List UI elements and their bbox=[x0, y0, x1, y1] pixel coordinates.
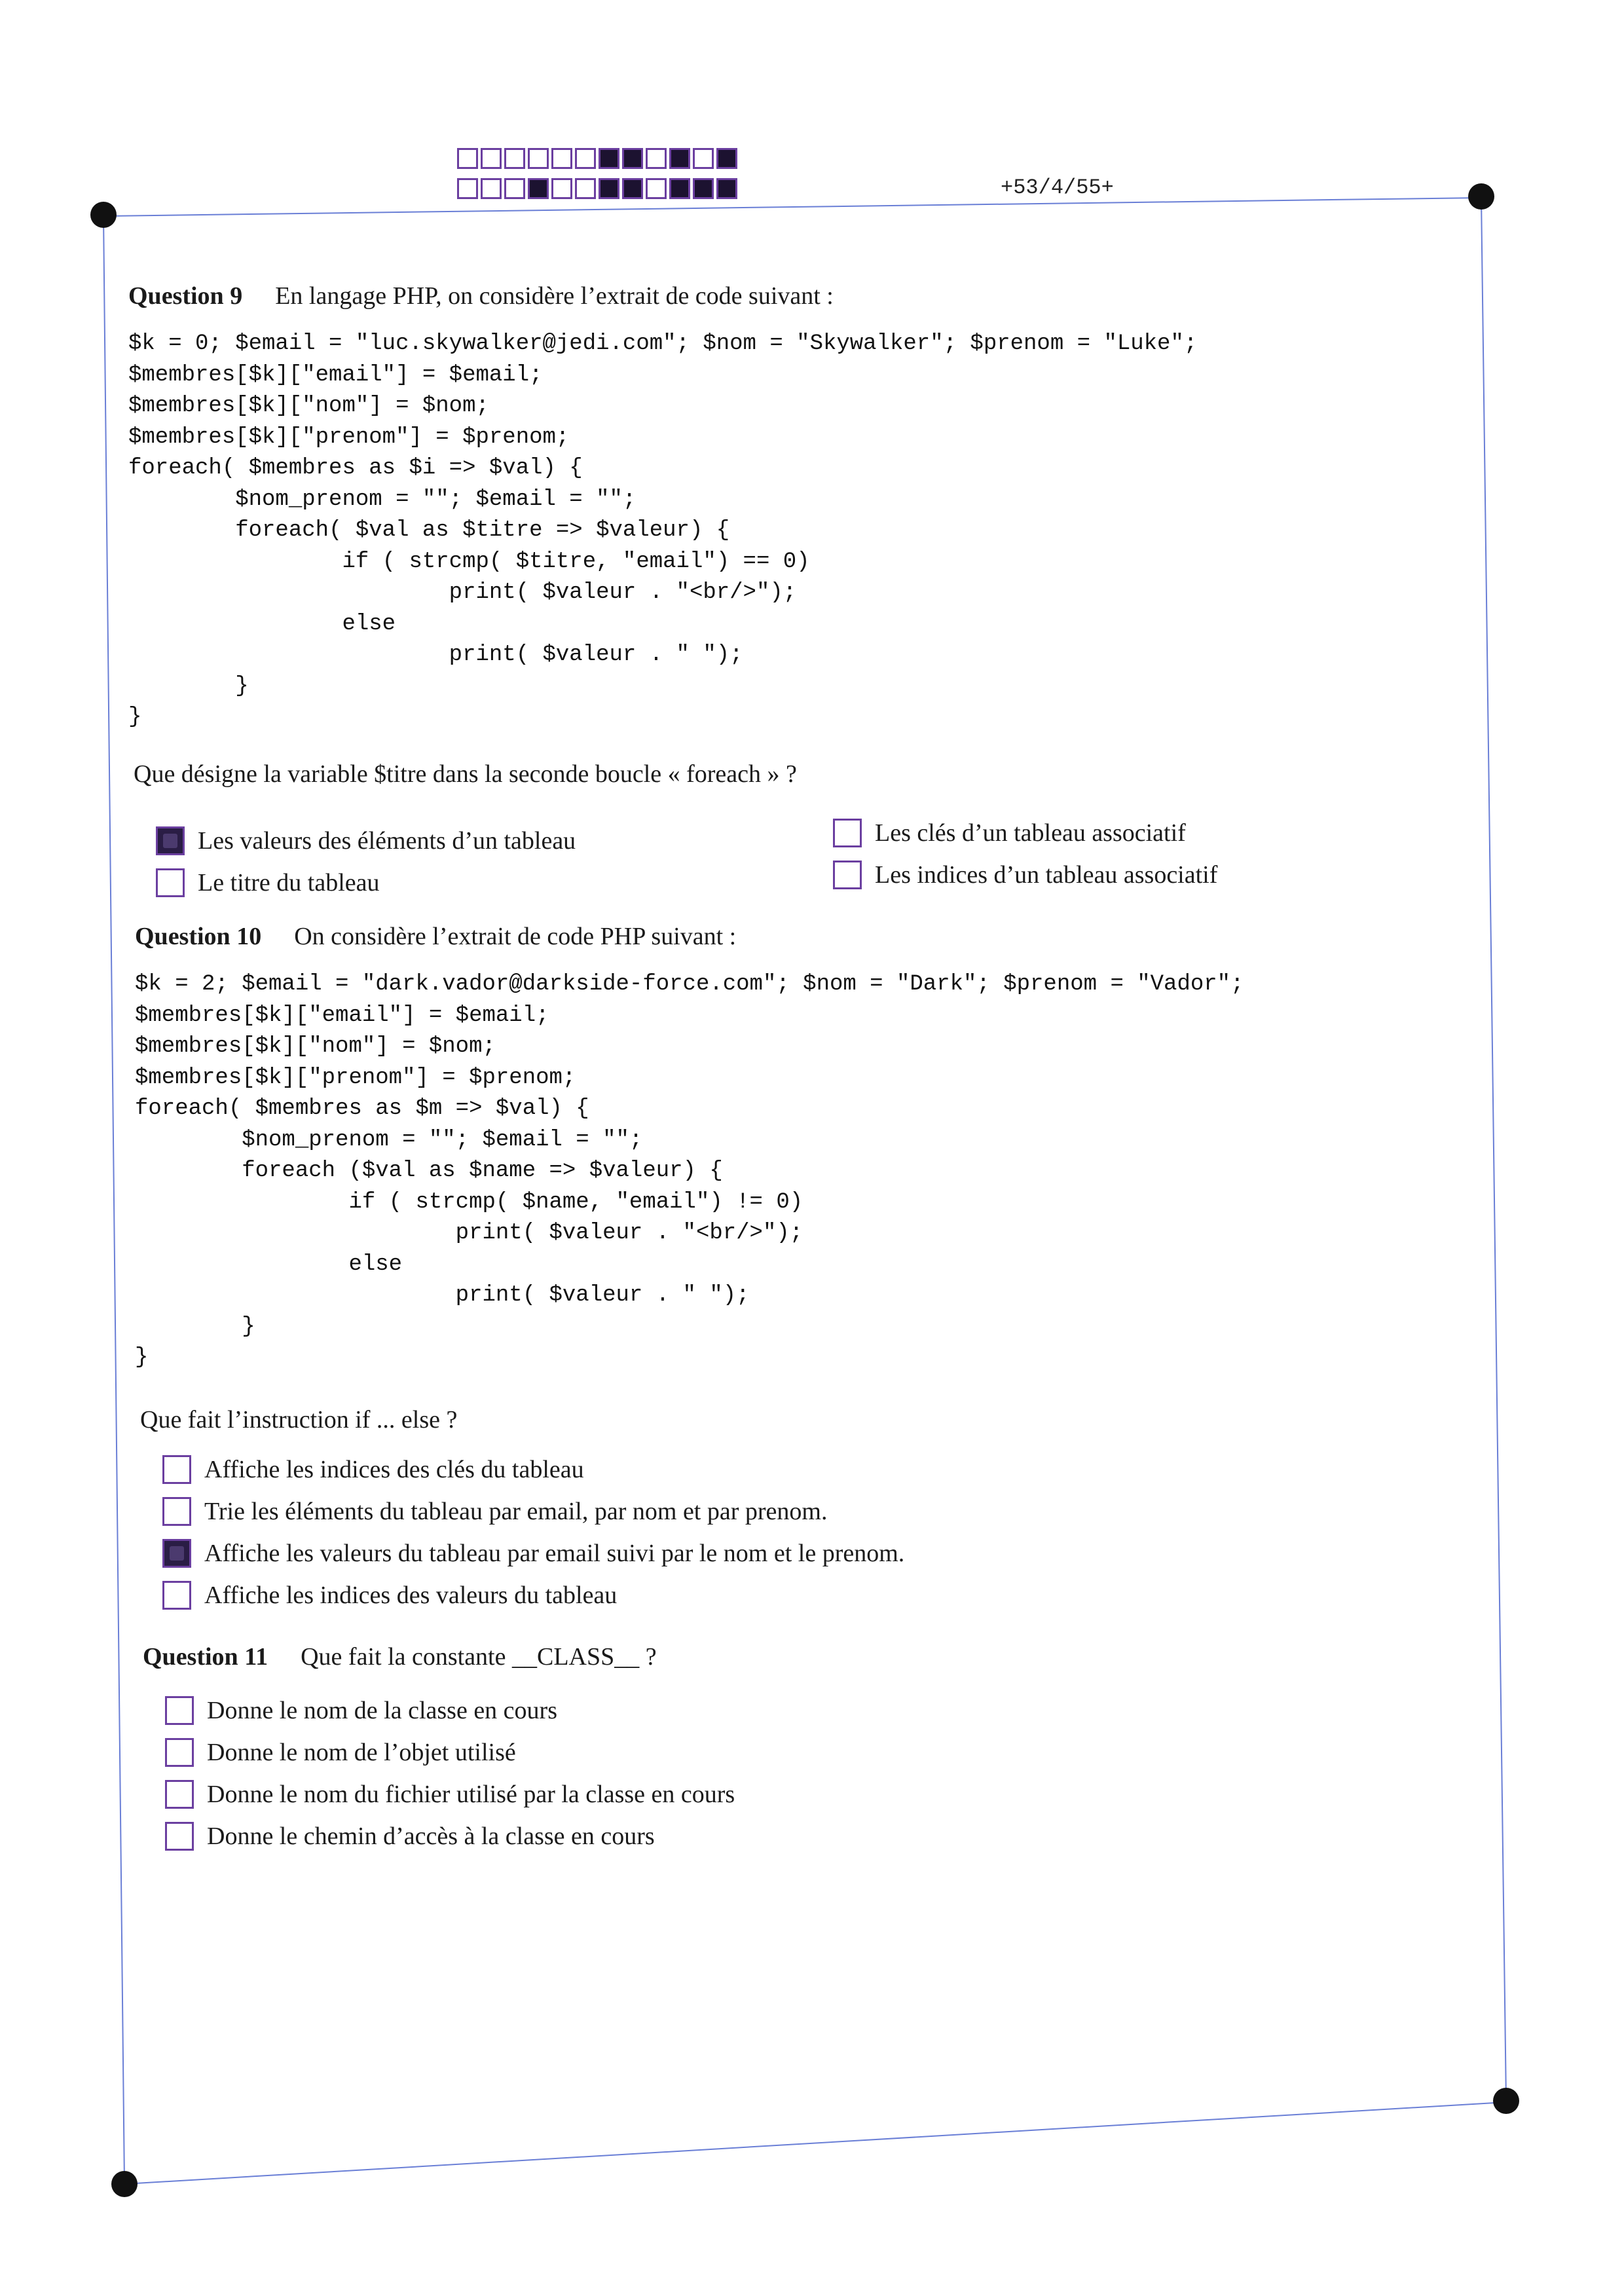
answer-option[interactable] bbox=[833, 861, 1217, 889]
answer-option[interactable] bbox=[165, 1696, 557, 1725]
code-block-q9: $k = 0; $email = "luc.skywalker@jedi.com"; $nom = "Skywalker"; $prenom = "Luke"; $membres[$k]["email"] = $email; $membres[$k]["nom"] = $nom; $membres[$k]["prenom"] = $prenom; foreach( $membres as $i => $val) { $nom_prenom = ""; $email = ""; foreach( $val as $titre => $valeur) { if ( strcmp( $titre, "email") == 0) print( $valeur . "<br/>"); else print( $valeur . " "); } } bbox=[128, 331, 1198, 730]
answer-label: Affiche les indices des valeurs du tableau bbox=[204, 1582, 618, 1609]
binary-code-bar-top bbox=[457, 148, 737, 169]
question-number: Question 9 bbox=[128, 282, 243, 310]
code-cell bbox=[693, 148, 714, 169]
code-cell bbox=[528, 178, 549, 199]
code-cell bbox=[551, 178, 572, 199]
answer-option[interactable] bbox=[165, 1822, 655, 1851]
code-cell bbox=[622, 178, 643, 199]
question-11-header bbox=[143, 1642, 657, 1671]
code-cell bbox=[504, 178, 525, 199]
corner-marker-bottom-right bbox=[1493, 2088, 1519, 2114]
code-cell bbox=[669, 178, 690, 199]
answer-label: Donne le nom de l’objet utilisé bbox=[207, 1739, 516, 1766]
answer-label: Donne le chemin d’accès à la classe en cours bbox=[207, 1823, 655, 1850]
checkbox[interactable] bbox=[165, 1822, 194, 1851]
code-cell bbox=[528, 148, 549, 169]
code-cell bbox=[693, 178, 714, 199]
question-number: Question 11 bbox=[143, 1643, 268, 1671]
page-id: +53/4/55+ bbox=[1001, 176, 1114, 200]
answer-option[interactable] bbox=[165, 1738, 516, 1767]
question-number: Question 10 bbox=[135, 923, 262, 950]
checkbox[interactable] bbox=[165, 1738, 194, 1767]
code-cell bbox=[669, 148, 690, 169]
answer-option[interactable] bbox=[165, 1780, 735, 1809]
question-9-header bbox=[128, 282, 834, 310]
answer-option[interactable] bbox=[162, 1539, 904, 1568]
question-10-header bbox=[135, 922, 736, 951]
checkbox[interactable] bbox=[165, 1780, 194, 1809]
answer-label: Donne le nom du fichier utilisé par la classe en cours bbox=[207, 1781, 735, 1808]
question-9-prompt: Que désigne la variable $titre dans la seconde boucle « foreach » ? bbox=[134, 760, 797, 788]
code-cell bbox=[575, 178, 596, 199]
code-cell bbox=[575, 148, 596, 169]
code-cell bbox=[599, 178, 619, 199]
answer-option[interactable] bbox=[162, 1581, 617, 1610]
answer-label: Affiche les indices des clés du tableau bbox=[204, 1456, 584, 1483]
answer-option[interactable] bbox=[156, 868, 380, 897]
answer-option[interactable] bbox=[162, 1455, 584, 1484]
answer-label: Le titre du tableau bbox=[198, 869, 380, 897]
answer-label: Trie les éléments du tableau par email, par nom et par prenom. bbox=[204, 1498, 828, 1525]
answer-label: Les indices d’un tableau associatif bbox=[875, 861, 1218, 889]
binary-code-bar-bottom bbox=[457, 178, 737, 199]
answer-option[interactable] bbox=[162, 1497, 827, 1526]
code-cell bbox=[551, 148, 572, 169]
checkbox[interactable] bbox=[156, 826, 185, 855]
code-cell bbox=[716, 178, 737, 199]
code-cell bbox=[716, 148, 737, 169]
answer-option[interactable] bbox=[833, 819, 1186, 847]
question-text: Que fait la constante __CLASS__ ? bbox=[301, 1643, 657, 1671]
checkbox[interactable] bbox=[162, 1539, 191, 1568]
code-block-q10: $k = 2; $email = "dark.vador@darkside-force.com"; $nom = "Dark"; $prenom = "Vador"; $membres[$k]["email"] = $email; $membres[$k]["nom"] = $nom; $membres[$k]["prenom"] = $prenom; foreach( $membres as $m => $val) { $nom_prenom = ""; $email = ""; foreach ($val as $name => $valeur) { if ( strcmp( $name, "email") != 0) print( $valeur . "<br/>"); else print( $valeur . " "); } } bbox=[135, 972, 1244, 1370]
code-cell bbox=[457, 148, 478, 169]
corner-marker-bottom-left bbox=[111, 2171, 138, 2197]
code-cell bbox=[599, 148, 619, 169]
corner-marker-top-right bbox=[1468, 183, 1494, 210]
answer-label: Les valeurs des éléments d’un tableau bbox=[198, 827, 576, 855]
checkbox[interactable] bbox=[165, 1696, 194, 1725]
answer-label: Les clés d’un tableau associatif bbox=[875, 819, 1186, 847]
code-cell bbox=[622, 148, 643, 169]
code-cell bbox=[481, 148, 502, 169]
code-cell bbox=[504, 148, 525, 169]
code-cell bbox=[457, 178, 478, 199]
checkbox[interactable] bbox=[162, 1497, 191, 1526]
question-text: En langage PHP, on considère l’extrait de code suivant : bbox=[275, 282, 834, 310]
checkbox[interactable] bbox=[156, 868, 185, 897]
answer-label: Affiche les valeurs du tableau par email suivi par le nom et le prenom. bbox=[204, 1540, 905, 1567]
code-cell bbox=[481, 178, 502, 199]
checkbox[interactable] bbox=[162, 1581, 191, 1610]
code-cell bbox=[646, 148, 667, 169]
question-text: On considère l’extrait de code PHP suivant : bbox=[294, 923, 737, 950]
answer-label: Donne le nom de la classe en cours bbox=[207, 1697, 557, 1724]
checkbox[interactable] bbox=[833, 861, 862, 889]
checkbox[interactable] bbox=[833, 819, 862, 847]
question-10-prompt: Que fait l’instruction if ... else ? bbox=[140, 1406, 458, 1434]
answer-option[interactable] bbox=[156, 826, 576, 855]
checkbox[interactable] bbox=[162, 1455, 191, 1484]
corner-marker-top-left bbox=[90, 202, 117, 228]
code-cell bbox=[646, 178, 667, 199]
